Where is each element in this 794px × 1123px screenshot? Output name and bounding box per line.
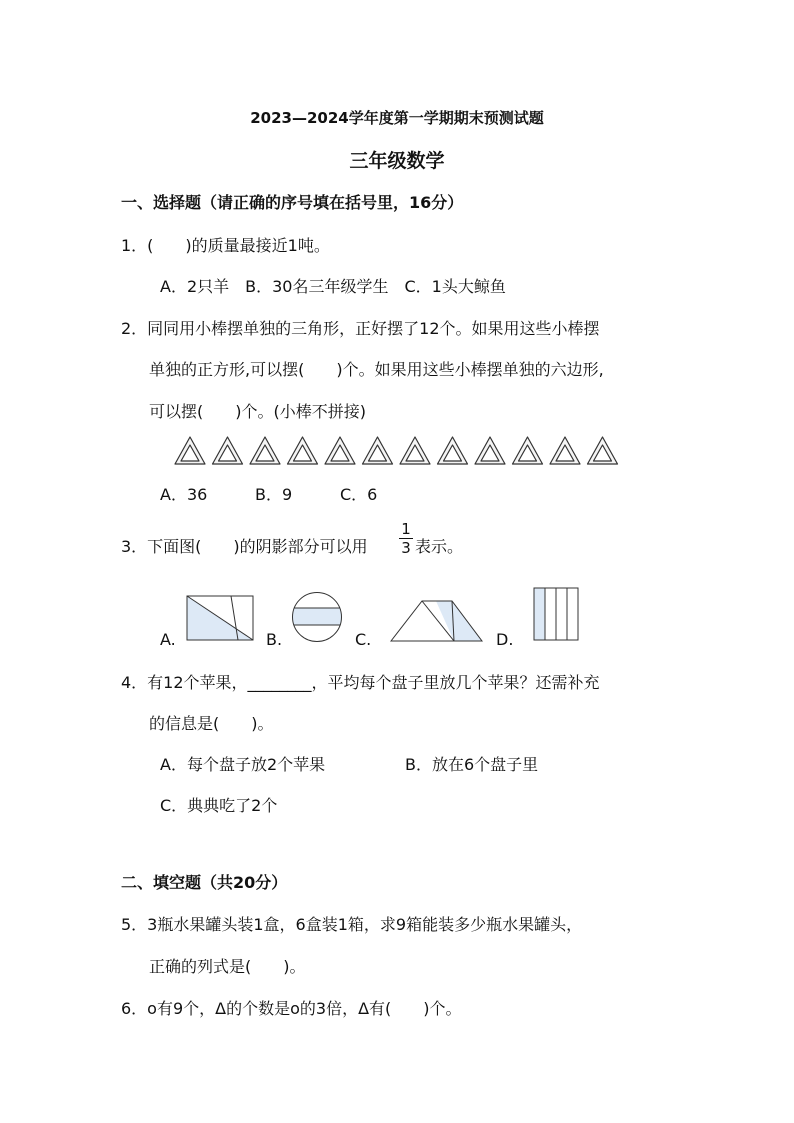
stick-triangle	[400, 437, 430, 464]
stick-triangle	[325, 437, 355, 464]
q3-figure-b-circle	[291, 591, 343, 643]
q2-option-a: A．36	[160, 485, 208, 504]
stick-triangle	[250, 437, 280, 464]
q3-label-d: D.	[496, 630, 514, 649]
exam-title: 2023—2024学年度第一学期期末预测试题	[250, 109, 544, 127]
stick-triangle	[588, 437, 618, 464]
stick-triangle	[363, 437, 393, 464]
section1-heading: 一、选择题（请正确的序号填在括号里，16分）	[121, 193, 464, 212]
stick-triangle	[438, 437, 468, 464]
q4-option-b: B．放在6个盘子里	[405, 755, 539, 774]
fraction-denominator: 3	[401, 539, 411, 557]
q2-option-b: B．9	[255, 485, 293, 504]
q3-label-a: A.	[160, 630, 176, 649]
q4-option-c: C．典典吃了2个	[160, 796, 278, 815]
q3-figure-a-rectangle	[186, 595, 254, 641]
q2-line2: 单独的正方形,可以摆( )个。如果用这些小棒摆单独的六边形,	[149, 360, 604, 379]
q5-line1: 5．3瓶水果罐头装1盒，6盒装1箱，求9箱能装多少瓶水果罐头，	[121, 915, 583, 934]
q2-line1: 2．同同用小棒摆单独的三角形，正好摆了12个。如果用这些小棒摆	[121, 319, 600, 338]
stick-triangle	[288, 437, 318, 464]
q2-option-c: C．6	[340, 485, 378, 504]
fraction-numerator: 1	[401, 520, 411, 538]
exam-subtitle: 三年级数学	[349, 150, 445, 172]
q3-figure-c-trapezoid	[390, 600, 484, 642]
q3-label-c: C.	[355, 630, 372, 649]
q3-stem-before: 3．下面图( )的阴影部分可以用	[121, 537, 368, 556]
q3-figure-d-bars	[533, 587, 579, 641]
q3-fraction	[399, 521, 413, 556]
stick-triangle	[213, 437, 243, 464]
triangle-sticks-figure	[172, 434, 632, 468]
stick-triangle	[475, 437, 505, 464]
q6-line1: 6．o有9个，Δ的个数是o的3倍，Δ有( )个。	[121, 999, 462, 1018]
section2-heading: 二、填空题（共20分）	[121, 873, 288, 892]
q2-line3: 可以摆( )个。(小棒不拼接)	[149, 402, 366, 421]
q5-line2: 正确的列式是( )。	[149, 957, 306, 976]
q4-option-a: A．每个盘子放2个苹果	[160, 755, 326, 774]
q3-stem-after: 表示。	[415, 537, 464, 556]
stick-triangle	[550, 437, 580, 464]
stick-triangle	[513, 437, 543, 464]
q1-options: A．2只羊 B．30名三年级学生 C．1头大鲸鱼	[160, 277, 506, 296]
q4-line1: 4．有12个苹果，________，平均每个盘子里放几个苹果？还需补充	[121, 673, 600, 692]
q1-stem: 1．( )的质量最接近1吨。	[121, 236, 330, 255]
q3-label-b: B.	[266, 630, 283, 649]
q4-line2: 的信息是( )。	[149, 714, 274, 733]
stick-triangle	[175, 437, 205, 464]
